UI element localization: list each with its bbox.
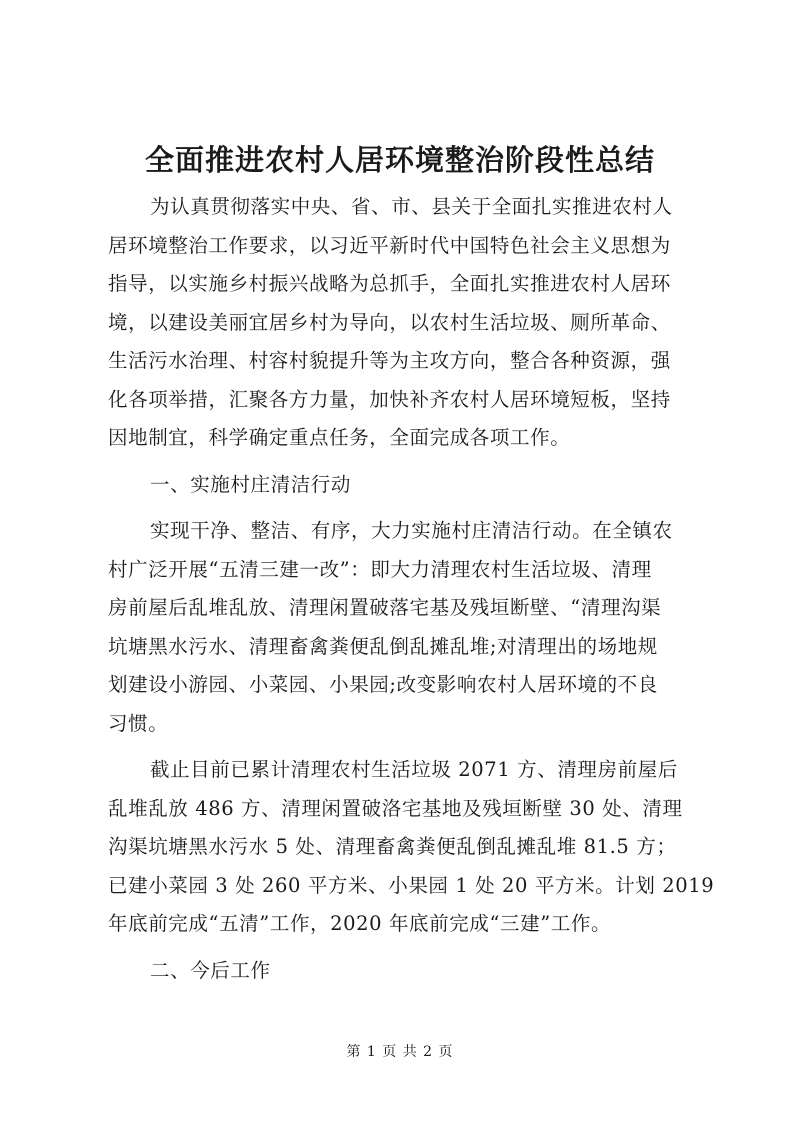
paragraph-line: 习惯。 bbox=[108, 711, 169, 735]
paragraph-line: 居环境整治工作要求，以习近平新时代中国特色社会主义思想为 bbox=[108, 233, 671, 257]
paragraph-line: 生活污水治理、村容村貌提升等为主攻方向，整合各种资源，强 bbox=[108, 349, 671, 372]
paragraph-line: 已建小菜园 3 处 260 平方米、小果园 1 处 20 平方米。计划 2019 bbox=[108, 873, 715, 897]
section-heading-text: 二、今后工作 bbox=[150, 958, 271, 982]
paragraph-line: 划建设小游园、小菜园、小果园;改变影响农村人居环境的不良 bbox=[108, 673, 658, 696]
paragraph-line: 房前屋后乱堆乱放、清理闲置破落宅基及残垣断壁、“清理沟渠 bbox=[108, 596, 662, 619]
paragraph-line: 为认真贯彻落实中央、省、市、县关于全面扎实推进农村人 bbox=[150, 195, 673, 218]
paragraph-line: 因地制宜，科学确定重点任务，全面完成各项工作。 bbox=[108, 426, 571, 449]
paragraph-line: 实现干净、整洁、有序，大力实施村庄清洁行动。在全镇农 bbox=[150, 519, 673, 542]
paragraph-line: 指导，以实施乡村振兴战略为总抓手，全面扎实推进农村人居环 bbox=[108, 272, 671, 295]
document-body bbox=[108, 188, 715, 990]
paragraph bbox=[108, 751, 715, 944]
paragraph-line: 截止目前已累计清理农村生活垃圾 2071 方、清理房前屋后 bbox=[150, 758, 678, 781]
section-heading-text: 一、实施村庄清洁行动 bbox=[150, 472, 352, 496]
paragraph-line: 年底前完成“五清”工作，2020 年底前完成“三建”工作。 bbox=[108, 912, 612, 935]
paragraph-line: 化各项举措，汇聚各方力量，加快补齐农村人居环境短板，坚持 bbox=[108, 387, 671, 411]
paragraph-line: 乱堆乱放 486 方、清理闲置破洛宅基地及残垣断壁 30 处、清理 bbox=[108, 796, 683, 820]
section-heading bbox=[108, 466, 700, 505]
paragraph-line: 境，以建设美丽宜居乡村为导向，以农村生活垃圾、厕所革命、 bbox=[108, 310, 671, 334]
paragraph bbox=[108, 512, 700, 743]
paragraph-line: 沟渠坑塘黑水污水 5 处、清理畜禽粪便乱倒乱摊乱堆 81.5 方； bbox=[108, 835, 677, 858]
page-footer: 第 1 页 共 2 页 bbox=[346, 1044, 454, 1060]
paragraph bbox=[108, 188, 700, 458]
paragraph-line: 村广泛开展“五清三建一改”：即大力清理农村生活垃圾、清理 bbox=[108, 557, 652, 581]
document-title: 全面推进农村人居环境整治阶段性总结 bbox=[144, 143, 655, 177]
paragraph-line: 坑塘黑水污水、清理畜禽粪便乱倒乱摊乱堆;对清理出的场地规 bbox=[108, 634, 658, 658]
section-heading bbox=[108, 952, 700, 991]
